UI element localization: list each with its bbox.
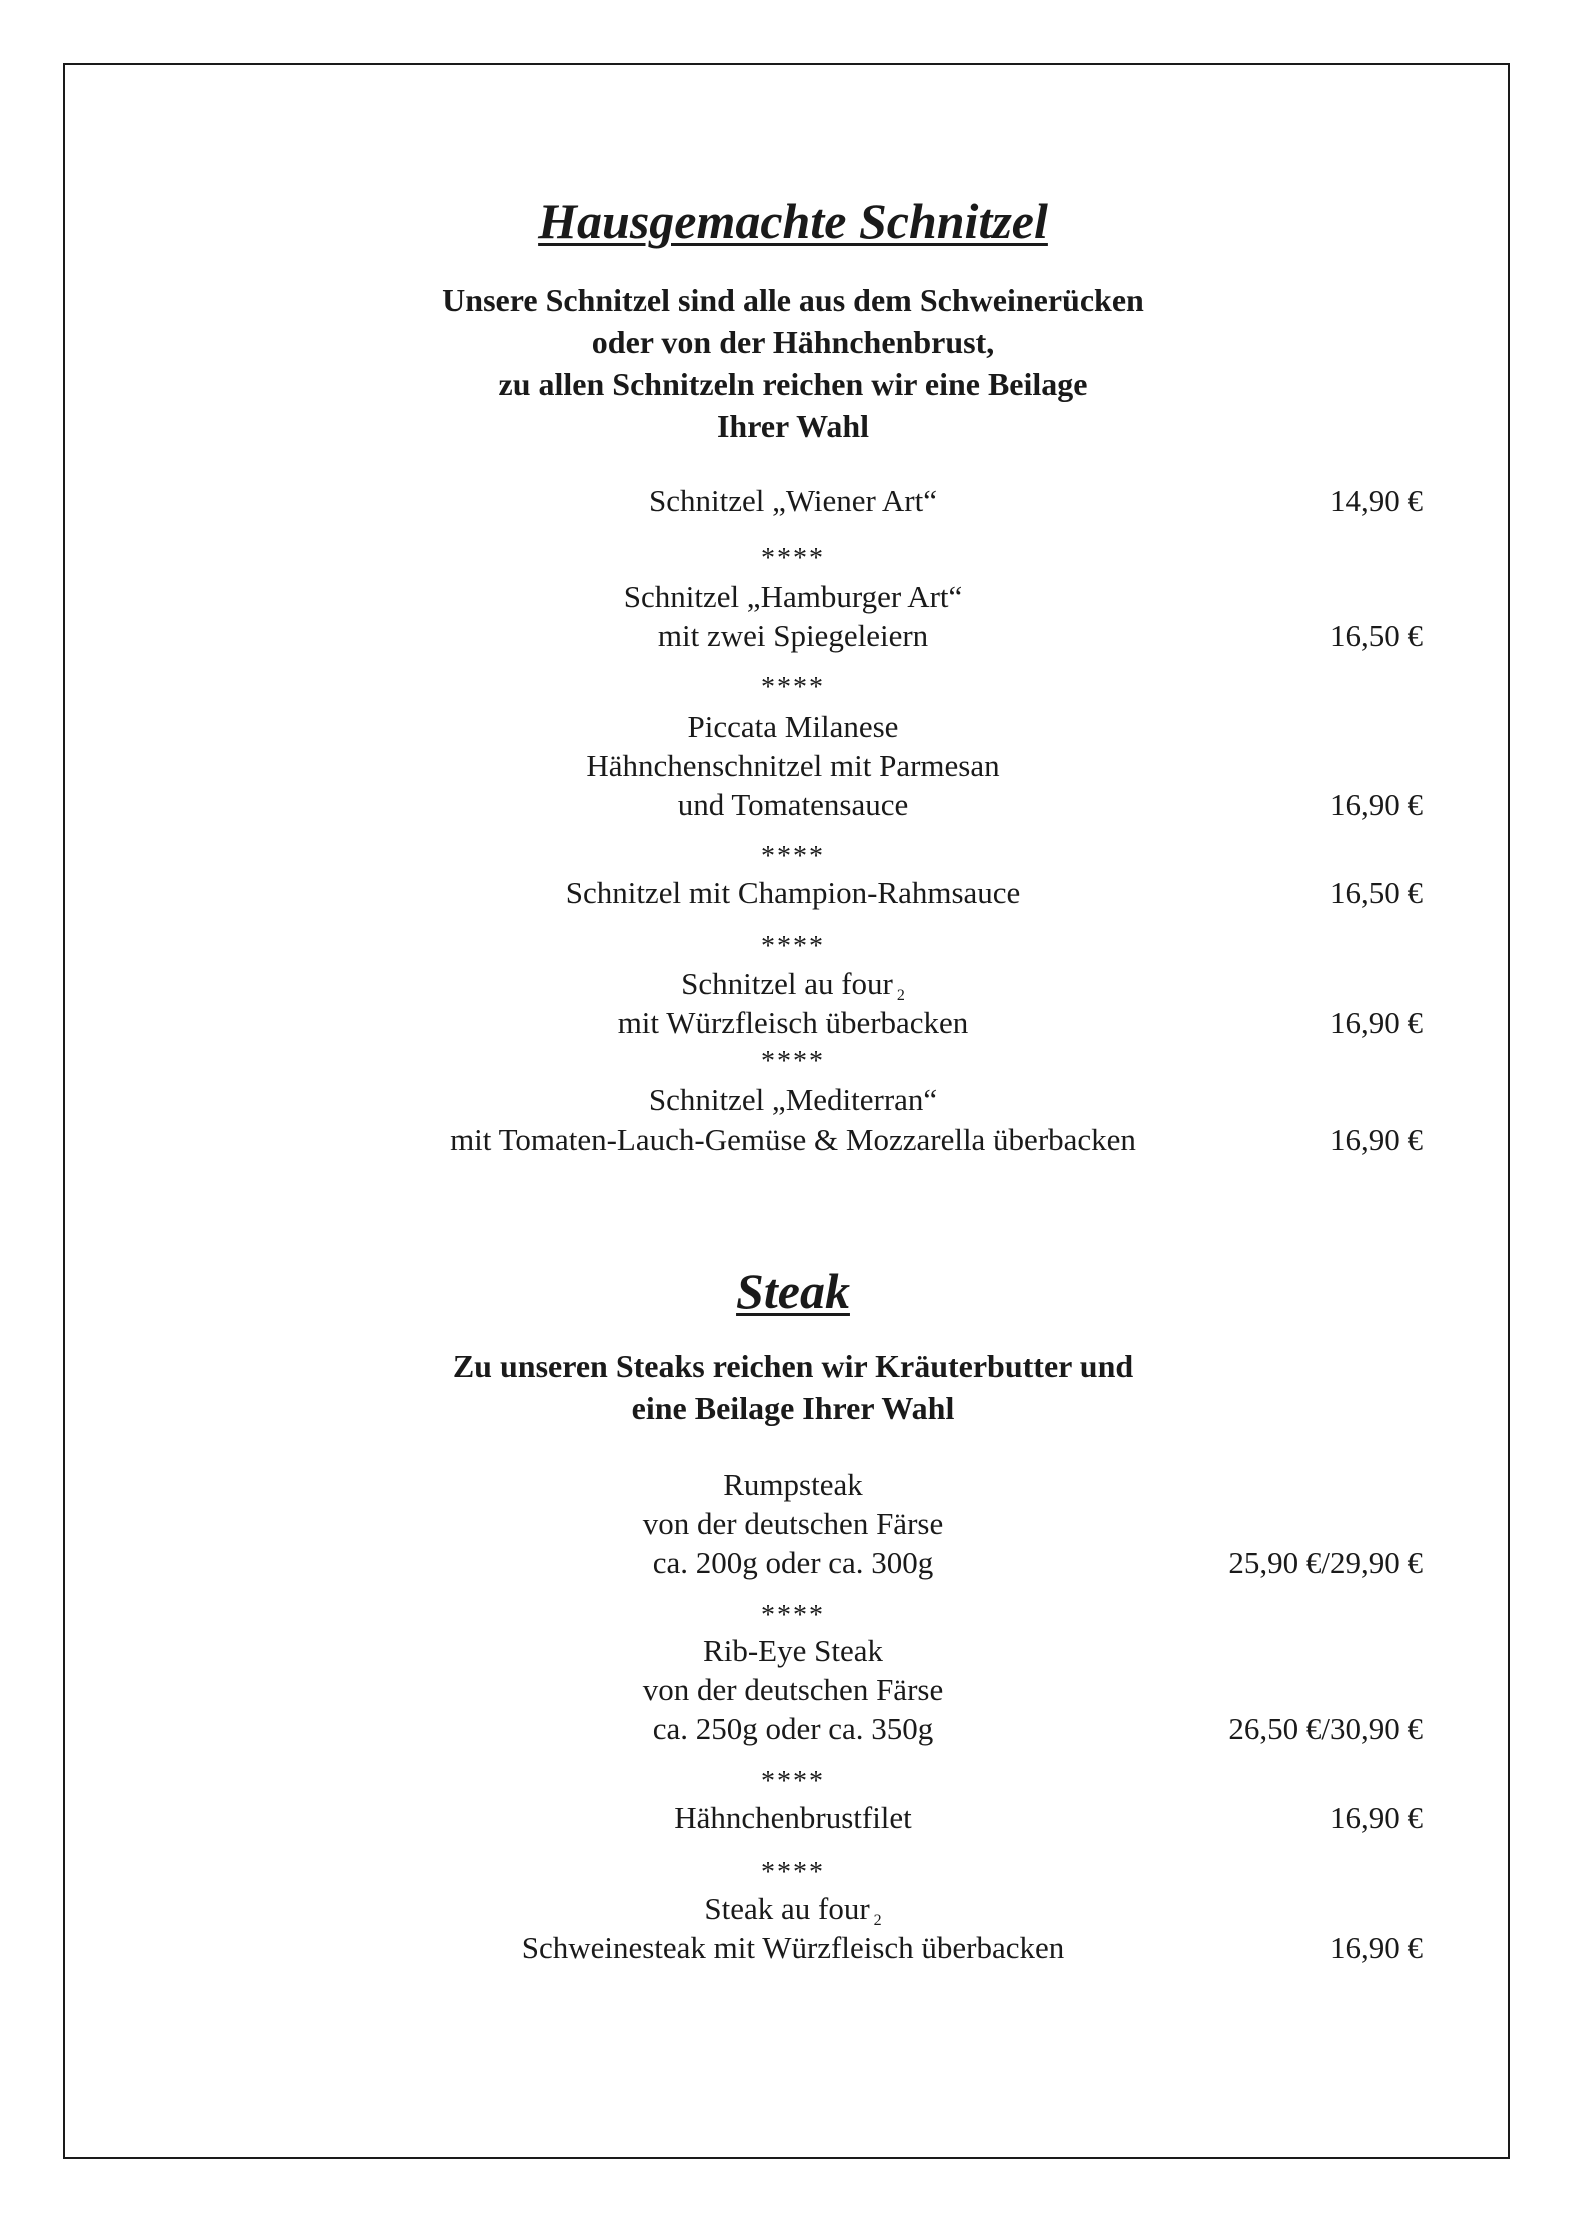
menu-item-name: Hähnchenbrustfilet: [674, 1800, 912, 1835]
menu-item-description: mit zwei Spiegeleiern: [657, 618, 929, 653]
steak-intro-line-2: eine Beilage Ihrer Wahl: [631, 1390, 955, 1426]
menu-item-price: 16,90 €: [1330, 1800, 1423, 1835]
menu-item-name: Schnitzel mit Champion-Rahmsauce: [565, 875, 1021, 910]
menu-item-description: und Tomatensauce: [677, 787, 909, 822]
schnitzel-intro-line-2: oder von der Hähnchenbrust,: [591, 324, 995, 360]
menu-item-name: Rib-Eye Steak: [703, 1633, 883, 1668]
menu-item-price: 16,90 €: [1330, 1122, 1423, 1157]
menu-item-price: 16,90 €: [1330, 787, 1423, 822]
footnote-marker: 2: [873, 1912, 882, 1929]
footnote-marker: 2: [896, 987, 905, 1004]
section-title-schnitzel: Hausgemachte Schnitzel: [538, 193, 1048, 249]
menu-item-price: 25,90 €/29,90 €: [1228, 1545, 1423, 1580]
menu-item-name: Rumpsteak: [723, 1467, 863, 1502]
menu-item-description: Hähnchenschnitzel mit Parmesan: [586, 748, 1000, 783]
schnitzel-intro-line-4: Ihrer Wahl: [716, 408, 870, 444]
item-separator: ****: [761, 672, 825, 703]
item-separator: ****: [761, 1600, 825, 1631]
menu-item-price: 14,90 €: [1330, 483, 1423, 518]
item-separator: ****: [761, 1857, 825, 1888]
menu-item-name: Steak au four 2: [704, 1891, 882, 1929]
menu-item-price: 16,90 €: [1330, 1005, 1423, 1040]
item-separator: ****: [761, 931, 825, 962]
menu-item-description: von der deutschen Färse: [642, 1672, 944, 1707]
steak-intro-line-1: Zu unseren Steaks reichen wir Kräuterbutter und: [452, 1348, 1134, 1384]
item-separator: ****: [761, 1766, 825, 1797]
menu-item-price: 16,50 €: [1330, 875, 1423, 910]
menu-item-description: ca. 200g oder ca. 300g: [652, 1545, 934, 1580]
menu-item-description: ca. 250g oder ca. 350g: [652, 1711, 934, 1746]
menu-page-frame: [63, 63, 1510, 2159]
menu-item-name: Piccata Milanese: [687, 709, 899, 744]
item-separator: ****: [761, 543, 825, 574]
menu-item-description: Schweinesteak mit Würzfleisch überbacken: [521, 1930, 1065, 1965]
menu-item-name: Schnitzel „Hamburger Art“: [623, 579, 963, 614]
menu-item-description: mit Tomaten-Lauch-Gemüse & Mozzarella überbacken: [450, 1122, 1136, 1157]
menu-item-name: Schnitzel „Wiener Art“: [649, 483, 937, 518]
menu-item-description: von der deutschen Färse: [642, 1506, 944, 1541]
item-separator: ****: [761, 1046, 825, 1077]
menu-item-description: mit Würzfleisch überbacken: [617, 1005, 969, 1040]
menu-item-price: 16,50 €: [1330, 618, 1423, 653]
section-title-steak: Steak: [736, 1263, 850, 1319]
schnitzel-intro-line-3: zu allen Schnitzeln reichen wir eine Beilage: [498, 366, 1088, 402]
menu-item-price: 26,50 €/30,90 €: [1228, 1711, 1423, 1746]
menu-item-name: Schnitzel „Mediterran“: [648, 1082, 938, 1117]
item-separator: ****: [761, 841, 825, 872]
menu-item-name: Schnitzel au four 2: [681, 966, 905, 1004]
menu-item-price: 16,90 €: [1330, 1930, 1423, 1965]
schnitzel-intro-line-1: Unsere Schnitzel sind alle aus dem Schweinerücken: [442, 282, 1144, 318]
